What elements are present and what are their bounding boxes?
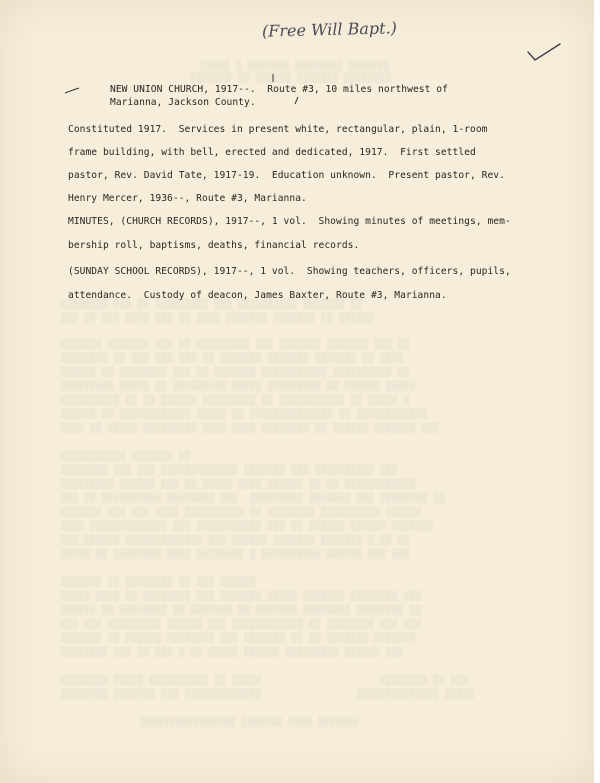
minutes-record-line: MINUTES, (CHURCH RECORDS), 1917--, 1 vol. Showing minutes of meetings, mem- — [68, 216, 511, 227]
entry-body-line: Constituted 1917. Services in present white, rectangular, plain, 1-room — [68, 124, 488, 135]
scan-margin — [594, 0, 600, 783]
handwritten-denomination-note: (Free Will Bapt.) — [261, 18, 398, 41]
pencil-tick-icon — [63, 85, 83, 99]
entry-body-line: frame building, with bell, erected and dedicated, 1917. First settled — [68, 147, 476, 158]
entry-body-line: Henry Mercer, 1936--, Route #3, Marianna. — [68, 193, 307, 204]
entry-heading-line-1: NEW UNION CHURCH, 1917--. Route #3, 10 miles northwest of — [110, 84, 448, 95]
minutes-record-line: bership roll, baptisms, deaths, financial records. — [68, 240, 360, 251]
entry-heading-line-2: Marianna, Jackson County. — [110, 97, 256, 108]
pencil-tick-icon — [292, 94, 302, 108]
sunday-school-record-line: (SUNDAY SCHOOL RECORDS), 1917--, 1 vol. Showing teachers, officers, pupils, — [68, 266, 511, 277]
check-mark-icon — [524, 38, 564, 68]
document-page: ▒▒▒▒▒▒▒ ▒▒▒▒▒▒▒▒ ▒▒▒▒▒▒▒ ▒ ▒▒▒▒▒ ▒▒▒▒▒▒▒▒ ▒▒▒▒▒▒▒ ▒▒▒▒▒▒ ▒▒ ▒▒▒▒▒▒▒ ▒▒ ▒▒▒▒▒▒▒ ▒▒▒▒▒▒▒▒▒▒ ▒▒▒ ▒▒▒▒▒▒▒▒▒ ▒▒ ▒▒▒ ▒▒▒▒▒▒▒▒ ▒▒▒▒▒▒ ▒▒ ▒▒▒▒▒▒▒ ▒▒▒▒▒▒▒ ▒▒▒▒ ▒▒ ▒▒▒ ▒▒▒▒ ▒▒▒ ▒▒ ▒▒▒ ▒▒ ▒▒▒ ▒▒▒▒▒▒▒ ▒▒▒▒▒▒▒ ▒▒▒ ▒▒▒▒▒▒▒▒▒ ▒▒ ▒▒▒ ▒▒▒▒▒▒▒ ▒▒▒▒▒▒▒ ▒▒▒▒ ▒▒ ▒▒▒▒▒▒▒ ▒▒▒▒▒▒▒ ▒▒▒▒▒▒▒ ▒▒ ▒▒▒ ▒▒▒ ▒▒▒ ▒▒ ▒▒▒▒▒▒▒▒ ▒▒ ▒▒▒▒▒▒▒▒▒▒ ▒▒▒▒▒▒▒▒▒▒▒ ▒▒▒▒▒▒▒ ▒▒ ▒▒▒ ▒▒▒▒▒▒▒▒ ▒▒ ▒▒▒▒▒▒ ▒▒▒▒▒ ▒▒▒▒▒▒ ▒▒ ▒▒▒▒▒▒▒▒▒ ▒▒▒▒▒ ▒▒▒▒▒▒▒▒▒ ▒▒ ▒▒▒▒▒ ▒▒▒▒▒▒▒▒▒ ▒ ▒▒▒▒▒ ▒▒ ▒▒▒▒▒▒▒▒▒▒▒ ▒▒ ▒▒▒▒▒▒▒▒▒ ▒▒▒▒▒▒ ▒▒ ▒▒ ▒▒▒▒▒▒▒▒▒▒ ▒▒▒▒▒▒▒▒▒▒▒▒ ▒▒ ▒▒▒▒▒▒▒▒▒▒▒▒▒▒ ▒▒ ▒▒▒▒▒ ▒▒▒▒▒▒▒▒▒▒▒▒ ▒▒ ▒▒▒▒▒▒ ▒▒▒ ▒▒▒▒▒▒▒ ▒▒▒▒▒▒ ▒▒ ▒▒▒▒▒▒▒▒ ▒▒▒▒ ▒▒▒▒ ▒▒▒▒▒▒▒▒▒ ▒▒▒▒▒ ▒▒ ▒▒▒▒ ▒▒ ▒▒▒▒▒▒▒ ▒▒▒▒▒▒▒▒▒▒▒ ▒▒▒ ▒▒▒▒▒▒▒▒▒▒ ▒▒▒ ▒▒▒▒▒▒▒ ▒▒▒▒▒▒▒▒▒▒▒▒▒ ▒▒▒ ▒▒▒ ▒▒▒▒▒▒▒▒ ▒▒▒▒▒▒▒▒▒▒▒▒ ▒▒ ▒▒ ▒▒▒▒▒▒ ▒▒▒▒ ▒▒▒▒▒ ▒▒ ▒▒▒ ▒▒▒▒▒▒ ▒▒▒▒▒▒▒▒▒ ▒▒ ▒▒▒▒▒▒▒▒ ▒▒▒ ▒▒▒▒▒▒▒ ▒▒▒▒▒▒▒▒▒ ▒▒▒ ▒▒▒▒▒▒▒▒ ▒▒▒▒▒▒▒▒▒▒ ▒▒ ▒▒▒ ▒▒▒▒▒▒ ▒▒▒▒▒▒▒▒▒▒ ▒▒▒▒▒▒▒▒ ▒▒ ▒▒▒▒▒▒▒▒▒▒ ▒▒▒▒ ▒▒▒ ▒▒▒ ▒▒▒▒▒▒▒ ▒▒▒▒▒▒▒ ▒▒▒▒▒▒ ▒▒▒▒▒▒ ▒▒ ▒▒▒ ▒▒▒▒▒▒▒▒▒▒▒ ▒▒▒ ▒▒▒▒▒▒▒▒▒▒▒▒▒ ▒▒▒▒ ▒▒ ▒▒ ▒ ▒▒▒▒▒▒▒ ▒▒▒▒▒▒▒ ▒▒▒▒▒▒ ▒▒▒ ▒▒▒▒▒▒▒▒▒▒▒▒▒ ▒▒▒▒▒▒ ▒▒▒ ▒▒▒ ▒▒▒ ▒▒▒▒▒▒ ▒▒▒▒▒▒▒▒▒▒ ▒ ▒▒▒▒▒▒▒▒ ▒▒▒▒ ▒▒▒▒▒▒▒▒ ▒▒ ▒▒▒▒▒ ▒▒▒▒▒▒ ▒▒▒ ▒▒ ▒▒▒▒▒▒▒▒ ▒▒ ▒▒▒▒▒▒▒ ▒▒▒ ▒▒▒▒▒▒▒▒ ▒▒▒▒▒▒▒ ▒▒▒▒▒ ▒▒▒▒▒▒▒ ▒▒▒ ▒▒▒▒▒▒▒▒ ▒▒ ▒▒▒▒ ▒▒▒▒▒ ▒▒ ▒▒▒▒▒▒▒▒ ▒▒▒▒▒▒▒▒ ▒▒▒▒▒▒▒ ▒▒ ▒▒▒▒▒▒▒ ▒▒ ▒▒▒▒▒▒▒▒ ▒▒ ▒▒▒▒▒▒ ▒▒▒ ▒▒▒ ▒▒▒▒▒▒▒▒ ▒▒ ▒▒▒▒▒▒▒▒▒▒▒▒ ▒▒▒ ▒▒▒▒▒▒ ▒▒▒▒▒▒▒▒▒ ▒▒▒ ▒▒▒ ▒▒▒▒▒▒▒ ▒▒▒▒▒▒▒ ▒▒ ▒▒ ▒▒▒▒▒▒▒ ▒▒▒ ▒▒▒▒▒▒▒▒ ▒▒▒▒▒▒ ▒▒ ▒▒▒▒▒▒▒ ▒▒▒ ▒▒▒▒▒▒ ▒▒▒▒▒▒▒▒▒ ▒▒▒▒▒▒ ▒▒▒▒▒ ▒▒ ▒ ▒▒▒ ▒▒ ▒▒▒ ▒▒▒▒▒▒▒▒ ▒▒▒ ▒▒ ▒▒▒▒▒▒▒▒ ▒▒▒▒▒ ▒▒ ▒▒▒▒▒▒▒▒▒▒ ▒▒▒▒▒ ▒▒▒▒▒▒▒▒ ▒▒▒▒▒ ▒▒▒▒▒▒▒▒▒▒▒▒▒▒ ▒▒▒▒▒▒▒▒▒▒▒▒▒ ▒▒▒ ▒▒▒▒▒▒▒ ▒▒▒▒▒▒▒▒ ▒▒▒▒▒▒▒ ▒▒▒▒ ▒▒▒▒▒▒▒ ▒▒▒▒▒▒▒▒▒▒▒▒▒▒▒▒ (Free Will Bapt.) NEW UNION CHURCH, 1917--. Route #3, 10 miles northwest of Marianna, Jackson County. Constituted 1917. Services in present white, rectangular, plain, 1-room frame building, with bell, erected and dedicated, 1917. First settled pastor, Rev. David Tate, 1917-19. Education unknown. Present pastor, Rev. Henry Mercer, 1936--, Route #3, Marianna. MINUTES, (CHURCH RECORDS), 1917--, 1 vol. Showing minutes of meetings, mem- bership roll, baptisms, deaths, financial records. (SUNDAY SCHOOL RECORDS), 1917--, 1 vol. Showing teachers, officers, pupils, attendance. Custody of deacon, James Baxter, Route #3, Marianna. — [0, 0, 594, 783]
sunday-school-record-line: attendance. Custody of deacon, James Baxter, Route #3, Marianna. — [68, 290, 447, 301]
entry-body-line: pastor, Rev. David Tate, 1917-19. Education unknown. Present pastor, Rev. — [68, 170, 505, 181]
